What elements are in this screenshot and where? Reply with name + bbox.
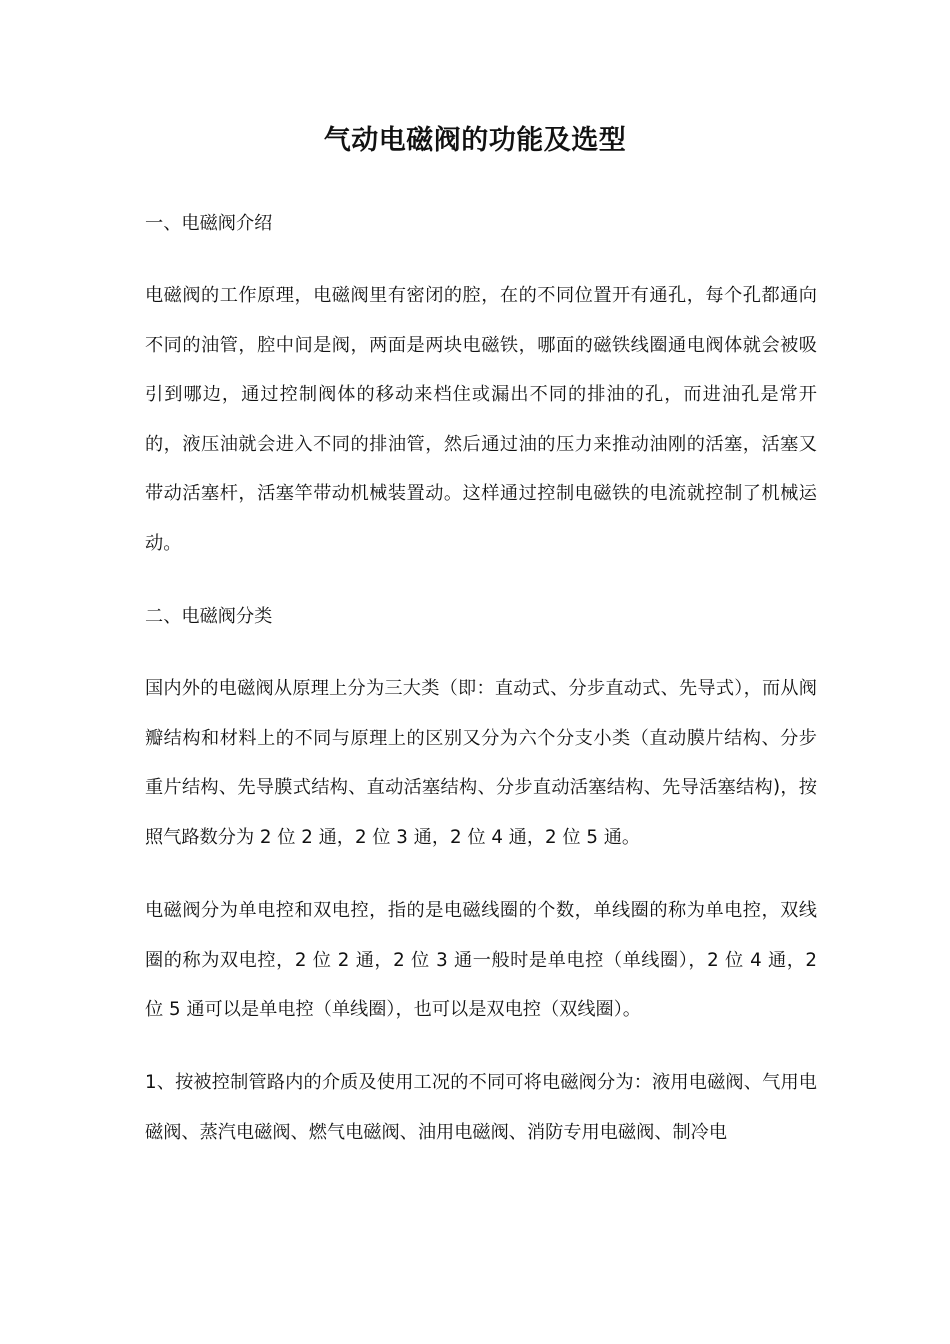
paragraph-working-principle: 电磁阀的工作原理，电磁阀里有密闭的腔，在的不同位置开有通孔，每个孔都通向不同的油管，腔中间是阀，两面是两块电磁铁，哪面的磁铁线圈通电阀体就会被吸引到哪边，通过控制阀体的移动来档住或漏出不同的排油的孔，而进油孔是常开的，液压油就会进入不同的排油管，然后通过油的压力来推动油刚的活塞，活塞又带动活塞杆，活塞竿带动机械装置动。这样通过控制电磁铁的电流就控制了机械运动。 bbox=[145, 285, 817, 554]
section-heading-classification: 二、电磁阀分类 bbox=[145, 606, 273, 627]
document-title: 气动电磁阀的功能及选型 bbox=[323, 125, 627, 156]
paragraph-control-types: 电磁阀分为单电控和双电控，指的是电磁线圈的个数，单线圈的称为单电控，双线圈的称为双电控，2 位 2 通，2 位 3 通一般时是单电控（单线圈），2 位 4 通，2 位 5 通可以是单电控（单线圈），也可以是双电控（双线圈）。 bbox=[145, 900, 817, 1020]
section-heading-intro: 一、电磁阀介绍 bbox=[145, 213, 273, 234]
paragraph-medium-types: 1、按被控制管路内的介质及使用工况的不同可将电磁阀分为：液用电磁阀、气用电磁阀、蒸汽电磁阀、燃气电磁阀、油用电磁阀、消防专用电磁阀、制冷电 bbox=[145, 1072, 817, 1143]
paragraph-classification-types: 国内外的电磁阀从原理上分为三大类（即：直动式、分步直动式、先导式），而从阀瓣结构和材料上的不同与原理上的区别又分为六个分支小类（直动膜片结构、分步重片结构、先导膜式结构、直动活塞结构、分步直动活塞结构、先导活塞结构)，按照气路数分为 2 位 2 通，2 位 3 通，2 位 4 通，2 位 5 通。 bbox=[145, 678, 817, 848]
